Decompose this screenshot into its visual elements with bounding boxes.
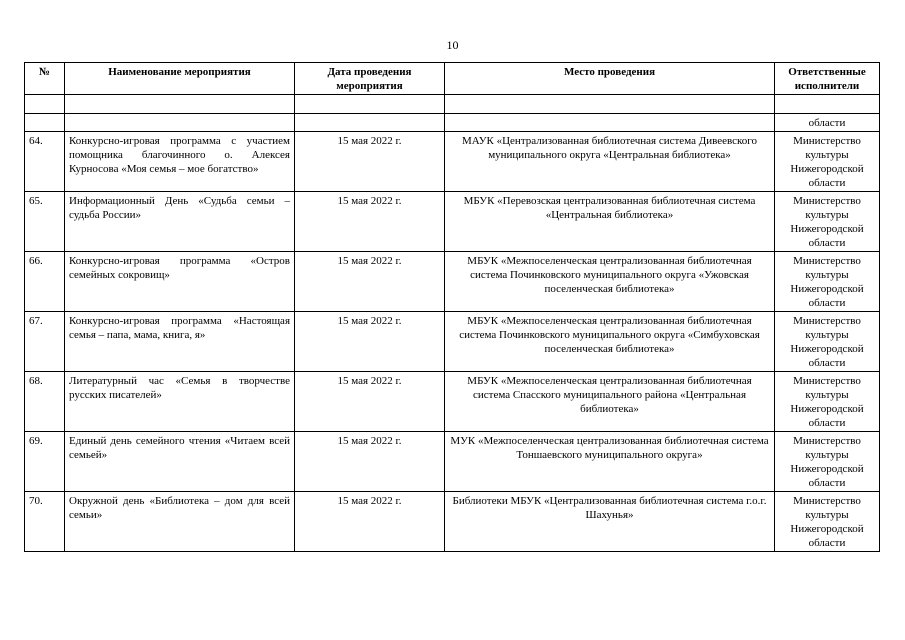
spacer-row — [25, 95, 880, 114]
table-row — [25, 132, 880, 192]
table-row — [25, 312, 880, 372]
row-date: 15 мая 2022 г. — [295, 192, 445, 252]
row-num: 70. — [25, 492, 65, 552]
row-date: 15 мая 2022 г. — [295, 252, 445, 312]
row-responsible: Министерство культуры Нижегородской области — [775, 132, 880, 192]
row-name: Конкурсно-игровая программа «Остров семейных сокровищ» — [65, 252, 295, 312]
row-num: 64. — [25, 132, 65, 192]
table-row — [25, 492, 880, 552]
row-name: Конкурсно-игровая программа «Настоящая семья – папа, мама, книга, я» — [65, 312, 295, 372]
row-name: Окружной день «Библиотека – дом для всей семьи» — [65, 492, 295, 552]
header-responsible: Ответственные исполнители — [775, 63, 880, 95]
row-place: МБУК «Межпоселенческая централизованная библиотечная система Спасского муниципального района «Центральная библиотека» — [445, 372, 775, 432]
row-name: Конкурсно-игровая программа с участием помощника благочинного о. Алексея Курносова «Моя семья – мое богатство» — [65, 132, 295, 192]
row-num: 65. — [25, 192, 65, 252]
row-name: Единый день семейного чтения «Читаем всей семьей» — [65, 432, 295, 492]
row-date: 15 мая 2022 г. — [295, 432, 445, 492]
table-row — [25, 432, 880, 492]
row-place: Библиотеки МБУК «Централизованная библиотечная система г.о.г. Шахунья» — [445, 492, 775, 552]
row-name: Информационный День «Судьба семьи – судьба России» — [65, 192, 295, 252]
continuation-responsible: области — [775, 114, 880, 132]
header-row — [25, 63, 880, 95]
header-place: Место проведения — [445, 63, 775, 95]
row-num: 69. — [25, 432, 65, 492]
header-num: № — [25, 63, 65, 95]
row-date: 15 мая 2022 г. — [295, 372, 445, 432]
row-responsible: Министерство культуры Нижегородской области — [775, 492, 880, 552]
table-row — [25, 192, 880, 252]
row-date: 15 мая 2022 г. — [295, 312, 445, 372]
row-place: МБУК «Межпоселенческая централизованная библиотечная система Починковского муниципального округа «Ужовская поселенческая библиотека» — [445, 252, 775, 312]
row-num: 67. — [25, 312, 65, 372]
row-responsible: Министерство культуры Нижегородской области — [775, 192, 880, 252]
header-name: Наименование мероприятия — [65, 63, 295, 95]
row-place: МАУК «Централизованная библиотечная система Дивеевского муниципального округа «Центральная библиотека» — [445, 132, 775, 192]
header-date: Дата проведения мероприятия — [295, 63, 445, 95]
row-responsible: Министерство культуры Нижегородской области — [775, 252, 880, 312]
events-table — [24, 62, 880, 552]
row-place: МБУК «Межпоселенческая централизованная библиотечная система Починковского муниципального округа «Симбуховская поселенческая библиотека» — [445, 312, 775, 372]
row-responsible: Министерство культуры Нижегородской области — [775, 312, 880, 372]
row-responsible: Министерство культуры Нижегородской области — [775, 432, 880, 492]
row-name: Литературный час «Семья в творчестве русских писателей» — [65, 372, 295, 432]
table-row — [25, 372, 880, 432]
row-place: МБУК «Перевозская централизованная библиотечная система «Центральная библиотека» — [445, 192, 775, 252]
page-number: 10 — [446, 38, 459, 52]
row-responsible: Министерство культуры Нижегородской области — [775, 372, 880, 432]
continuation-row — [25, 114, 880, 132]
table-row — [25, 252, 880, 312]
row-num: 66. — [25, 252, 65, 312]
row-date: 15 мая 2022 г. — [295, 132, 445, 192]
row-num: 68. — [25, 372, 65, 432]
row-place: МУК «Межпоселенческая централизованная библиотечная система Тоншаевского муниципального округа» — [445, 432, 775, 492]
row-date: 15 мая 2022 г. — [295, 492, 445, 552]
